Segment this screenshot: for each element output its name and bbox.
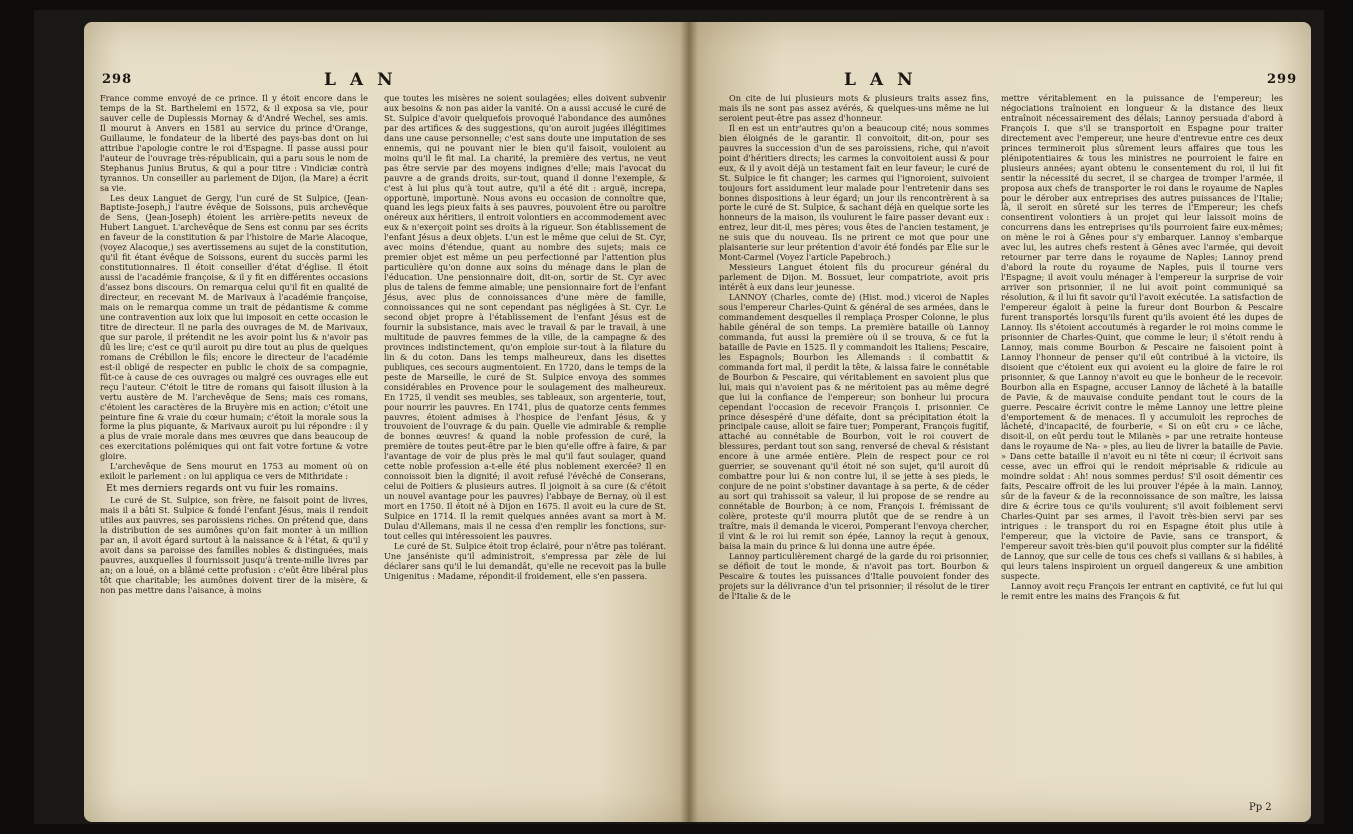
paragraph: Le curé de St. Sulpice étoit trop éclairé, pour n'être pas tolérant. Une janséniste qu'il administroit, s'empressa par zèle de lui déclarer sans qu'il le lui demandât, qu'elle ne recevoit pas la bulle Unigenitus : Madame, répondit-il froidement, elle s'en passera. bbox=[384, 540, 666, 581]
book-gutter bbox=[680, 22, 698, 822]
paragraph: France comme envoyé de ce prince. Il y étoit encore dans le temps de la St. Barthelemi en 1572, & il exposa sa vie, pour sauver celle de Duplessis Mornay & d'André Wechel, ses amis. Il mourut à Anvers en 1581 au service du prince d'Orange, Guillaume, le fondateur de la liberté des pays-bas dont on lui attribue l'apologie contre le roi d'Espagne. Il passe aussi pour l'auteur de l'ouvrage très-républicain, qui a paru sous le nom de Stephanus Junius Brutus, & qui a pour titre : Vindiciæ contrà tyrannos. Un conseiller au parlement de Dijon, (la Mare) a écrit sa vie. bbox=[100, 93, 368, 193]
paragraph: Le curé de St. Sulpice, son frère, ne faisoit point de livres, mais il a bâti St. Sulpice & fondé l'enfant Jésus, mais il rendoit utiles aux pauvres, ses paroissiens riches. On prétend que, dans la distribution de ses aumônes qu'on fait monter à un million par an, il avoit égard surtout à la naissance & à l'état, & qu'il y avoit dans sa paroisse des familles nobles & distinguées, mais pauvres, auxquelles il fournissoit jusqu'à trente-mille livres par an; on a loué, on a blâmé cette profusion : c'eût être libéral plus tôt que charitable; les aumônes doivent tirer de la misère, & non pas mettre dans l'aisance, à moins bbox=[100, 495, 368, 595]
paragraph: L'archevêque de Sens mourut en 1753 au moment où on exiloit le parlement : on lui appliqua ce vers de Mithridate : bbox=[100, 461, 368, 482]
paragraph: Lannoy avoit reçu François Ier entrant en captivité, ce fut lui qui le remit entre les mains des François & fut bbox=[1001, 580, 1283, 601]
paragraph: LANNOY (Charles, comte de) (Hist. mod.) viceroi de Naples sous l'empereur Charles-Quint & général de ses armées, dans le commandement desquelles il remplaça Prosper Colonne, le plus habile général de son temps. La première bataille où Lannoy commanda, fut aussi la première où il se trouva, & ce fut la bataille de Pavie en 1525. Il y commandoit les Italiens; Pescaire, les Espagnols; Bourbon les Allemands : il combattit & commanda fort mal, il perdit la tête, & laissa faire le connétable de Bourbon & Pescaire, qui véritablement en savoient plus que lui, mais qui n'avoient pas & ne méritoient pas au même degré que lui la confiance de l'empereur; son bonheur lui procura cependant l'occasion de recevoir François I. prisonnier. Ce prince désespéré d'une défaite, dont sa précipitation étoit la principale cause, alloit se faire tuer; Pomperant, François fugitif, attaché au connétable de Bourbon, voit le roi couvert de blessures, perdant tout son sang, renversé de cheval & résistant encore à une armée entière. Plein de respect pour ce roi guerrier, se souvenant qu'il étoit né son sujet, qu'il auroit dû combattre pour lui & non contre lui, il se jette à ses pieds, le conjure de ne point s'obstiner davantage à sa perte, & de céder au sort qui trahissoit sa valeur, il lui propose de se rendre au connétable de Bourbon; à ce nom, François I. frémissant de colère, proteste qu'il mourra plutôt que de se rendre à un traître, mais il demanda le viceroi, Pomperant l'envoya chercher, il vint & le roi lui remit son épée, Lannoy la reçut à genoux, baisa la main du prince & lui donna une autre épée. bbox=[719, 292, 989, 551]
left-page bbox=[84, 22, 689, 822]
book-spread bbox=[34, 10, 1324, 824]
right-page bbox=[689, 22, 1311, 822]
paragraph: que toutes les misères ne soient soulagées; elles doivent subvenir aux besoins & non pas aider la vanité. On a aussi accusé le curé de St. Sulpice d'avoir quelquefois provoqué l'abondance des aumônes par des artifices & des suggestions, qu'on auroit jugées illégitimes dans une cause personnelle; c'est sans doute une imputation de ses ennemis, qui ne pouvant nier le bien qu'il faisoit, vouloient au moins qu'il le fit mal. La charité, la première des vertus, ne veut pas être servie par des moyens indignes d'elle; mais l'avocat du pauvre a de grands droits, sur-tout, quand il donne l'exemple, & c'est à lui plus qu'à tout autre, qu'il a été dit : arguë, increpa, opportunè, importunè. Nous avons eu occasion de connoître que, quand les legs pieux faits à ses pauvres, pouvoient être ou paroître onéreux aux héritiers, il entroit volontiers en accommodement avec eux & n'exerçoit point ses droits à la rigueur. Son établissement de l'enfant Jésus a deux objets. L'un est le même que celui de St. Cyr, avec moins d'étendue, quant au nombre des sujets; mais ce premier objet est même un peu perfectionné par l'attention plus particulière qu'on donne aux soins du ménage dans le plan de l'éducation. Une pensionnaire doit, dit-on, sortir de St. Cyr avec plus de talens de femme aimable; une pensionnaire fort de l'enfant Jésus, avec plus de connoissances d'une mère de famille, connoissances qui ne sont cependant pas négligées à St. Cyr. Le second objet propre à l'établissement de l'enfant Jésus est de fournir la subsistance, mais avec le travail & par le travail, à une multitude de pauvres femmes de la ville, de la campagne & des provinces indistinctement, qu'on emploie sur-tout à la filature du lin & du coton. Dans les temps malheureux, dans les disettes publiques, ces secours augmentoient. En 1720, dans le temps de la peste de Marseille, le curé de St. Sulpice envoya des sommes considérables en Provence pour le soulagement des malheureux. En 1725, il vendit ses meubles, ses tableaux, son argenterie, tout, pour nourrir les pauvres. En 1741, plus de quatorze cents femmes pauvres, étoient admises à l'hospice de l'enfant Jésus, & y trouvoient de l'ouvrage & du pain. Quelle vie admirable & remplie de bonnes œuvres! & quand la noble profession de curé, la première de toutes peut-être par le bien qu'elle offre à faire, & par l'avantage de voir de plus près le mal qu'il faut soulager, quand cette noble profession a-t-elle été plus noblement exercée? Il en connoissoit bien la dignité; il avoit refusé l'évêché de Conserans, celui de Poitiers & plusieurs autres. Il joignoit à sa cure (& c'étoit un nouvel avantage pour les pauvres) l'abbaye de Bernay, où il est mort en 1750. Il étoit né à Dijon en 1675. Il avoit eu la cure de St. Sulpice en 1714. Il la remit quelques années avant sa mort à M. Dulau d'Allemans, mais il ne cessa d'en remplir les fonctions, sur-tout celles qui intéressoient les pauvres. bbox=[384, 93, 666, 541]
right-column-2 bbox=[1001, 94, 1283, 602]
paragraph: Les deux Languet de Gergy, l'un curé de St Sulpice, (Jean-Baptiste-Joseph,) l'autre évêque de Soissons, puis archevêque de Sens, (Jean-Joseph) étoient les arrière-petits neveux de Hubert Languet. L'archevêque de Sens est connu par ses écrits en faveur de la constitution & par l'histoire de Marie Alacoque, (voyez Alacoque,) ses avertissemens au sujet de la constitution, qu'il fit étant évêque de Soissons, eurent du succès parmi les constitutionnaires. Il étoit conseiller d'état d'église. Il étoit aussi de l'académie françoise, & il y fit en différentes occasions d'assez bons discours. On remarqua celui qu'il fit en qualité de directeur, en recevant M. de Marivaux à l'académie françoise, mais on le remarqua comme un trait de pédantisme & comme une contravention aux loix que lui imposoit en cette occasion le titre de directeur. Il ne parla des ouvrages de M. de Marivaux, que sur parole, il prétendit ne les avoir point lus & n'avoir pas dû les lire; c'est ce qu'il auroit pu dire tout au plus de quelques romans de Crébillon le fils; encore le directeur de l'académie est-il obligé de respecter en public le choix de sa compagnie, fût-ce à cause de ces ouvrages ou malgré ces ouvrages elle eut reçu l'auteur. C'étoit le titre de romans qui faisoit illusion à la vertu austère de M. l'archevêque de Sens; mais ces romans, c'étoient les caractères de la Bruyère mis en action; c'étoit une peinture fine & vraie du cœur humain; c'étoit la morale sous la forme la plus piquante, & Marivaux auroit pu lui répondre : il y a plus de vraie morale dans mes œuvres que dans beaucoup de ces exercitations polémiques qui ont fait votre fortune & votre gloire. bbox=[100, 192, 368, 462]
left-column-1 bbox=[100, 94, 368, 596]
running-header-right: LAN bbox=[844, 70, 927, 90]
paragraph: Lannoy particulièrement chargé de la garde du roi prisonnier, se défioit de tout le monde, & n'avoit pas tort. Bourbon & Pescaire & toutes les puissances d'Italie pouvoient fonder des projets sur la délivrance d'un tel prisonnier; il résolut de le tirer de l'Italie & de le bbox=[719, 550, 989, 601]
right-column-1 bbox=[719, 94, 989, 602]
paragraph: mettre véritablement en la puissance de l'empereur; les négociations traînoient en longueur & la distance des lieux entraînoit nécessairement des délais; Lannoy persuada d'abord à François I. que s'il se transportoit en Espagne pour traiter directement avec l'empereur, une heure d'entrevue entre ces deux princes termineroit plus sûrement leurs affaires que tous les plénipotentiaires & tous les ministres ne pourroient le faire en plusieurs années; ayant obtenu le consentement du roi, il lui fit sentir la nécessité du secret, il se chargea de tromper l'armée, il proposa aux chefs de transporter le roi dans le royaume de Naples pour le dérober aux entreprises des autres puissances de l'Italie; là, il seroit en sûreté sur les terres de l'Empereur; les chefs consentirent volontiers à un projet qui leur laissoit moins de concurrens dans les entreprises qu'ils pourroient faire eux-mêmes; on mène le roi à Gênes pour s'y embarquer. Lannoy s'embarque avec lui, les autres chefs restent à Gênes avec l'armée, qui devoit retourner par terre dans le royaume de Naples; Lannoy prend d'abord la route du royaume de Naples, puis il tourne vers l'Espagne; il avoit voulu ménager à l'empereur la surprise de voir arriver son prisonnier, il ne lui avoit point communiqué sa résolution, & il lui fit savoir qu'il l'avoit exécutée. La satisfaction de l'empereur égaloit à peine la fureur dont Bourbon & Pescaire furent transportés lorsqu'ils furent qu'ils avoient été les dupes de Lannoy. Ils s'étoient accoutumés à regarder le roi moins comme le prisonnier de Charles-Quint, que comme le leur; il s'étoit rendu à Lannoy, mais comme Bourbon & Pescaire ne faisoient point à Lannoy l'honneur de penser qu'il eût contribué à la victoire, ils disoient que c'étoient eux qui avoient eu la gloire de faire le roi prisonnier, & que Lannoy n'avoit eu que le bonheur de le recevoir. Bourbon alla en Espagne, accuser Lannoy de lâcheté à la bataille de Pavie, & de mauvaise conduite pendant tout le cours de la guerre. Pescaire écrivit contre le même Lannoy une lettre pleine d'emportement & de menaces. Il y accumuloit les reproches de lâcheté, d'incapacité, de fourberie, « Si on eût cru » ce lâche, disoit-il, on eût perdu tout le Milanès » par une retraite honteuse dans le royaume de Na- » ples, au lieu de livrer la bataille de Pavie. » Dans cette bataille il n'avoit eu ni tête ni cœur; il écrivoit sans cesse, avec un effroi qui le rendoit méprisable & ridicule au moindre soldat : Ah! nous sommes perdus! S'il osoit démentir ces faits, Pescaire offroit de les lui prouver l'épée à la main. Lannoy, sûr de la faveur & de la reconnoissance de son maître, les laissa dire & écrire tous ce qu'ils voulurent; s'il avoit foiblement servi Charles-Quint par ses armes, il l'avoit très-bien servi par ses intrigues : le transport du roi en Espagne étoit plus utile à l'empereur, que la victoire de Pavie, sans ce transport, & l'empereur savoit très-bien qu'il pouvoit plus compter sur la fidélité de Lannoy, que sur celle de tous ces chefs si vaillans & si habiles, à qui leurs talens inspiroient un orgueil dangereux & une ambition suspecte. bbox=[1001, 93, 1283, 581]
running-header-left: LAN bbox=[324, 70, 407, 90]
paragraph: On cite de lui plusieurs mots & plusieurs traits assez fins, mais ils ne sont pas assez avérés, & quelques-uns même ne lui seroient peut-être pas assez d'honneur. bbox=[719, 93, 989, 123]
verse-quote: Et mes derniers regards ont vu fuir les romains. bbox=[106, 483, 339, 495]
page-number-right: 299 bbox=[1267, 72, 1298, 87]
signature-mark: Pp 2 bbox=[1249, 802, 1272, 813]
paragraph: Messieurs Languet étoient fils du procureur général du parlement de Dijon. M. Bossuet, leur compatriote, avoit pris intérêt à eux dans leur jeunesse. bbox=[719, 262, 989, 293]
paragraph: Il en est un entr'autres qu'on a beaucoup cité; nous sommes bien éloignés de le garantir. Il convoitoit, dit-on, pour ses pauvres la succession d'un de ses paroissiens, riche, qui n'avoit point d'héritiers directs; les carmes la convoitoient aussi & pour eux, & il y avoit déjà un testament fait en leur faveur; le curé de St. Sulpice le fit changer; les carmes qui l'ignoroient, suivoient toujours fort assidument leur malade pour l'entretenir dans ses bonnes dispositions à leur égard; un jour ils rencontrèrent à sa porte le curé de St. Sulpice, & sachant déjà en quelque sorte les honneurs de la maison, ils voulurent le faire passer devant eux : entrez, leur dit-il, mes pères; vous êtes de l'ancien testament, je ne suis que du nouveau. Ils ne prirent ce mot que pour une plaisanterie sur leur prétention d'avoir été fondés par Elie sur le Mont-Carmel (Voyez l'article Papebroch.) bbox=[719, 122, 989, 263]
page-number-left: 298 bbox=[102, 72, 133, 87]
left-column-2 bbox=[384, 94, 666, 582]
